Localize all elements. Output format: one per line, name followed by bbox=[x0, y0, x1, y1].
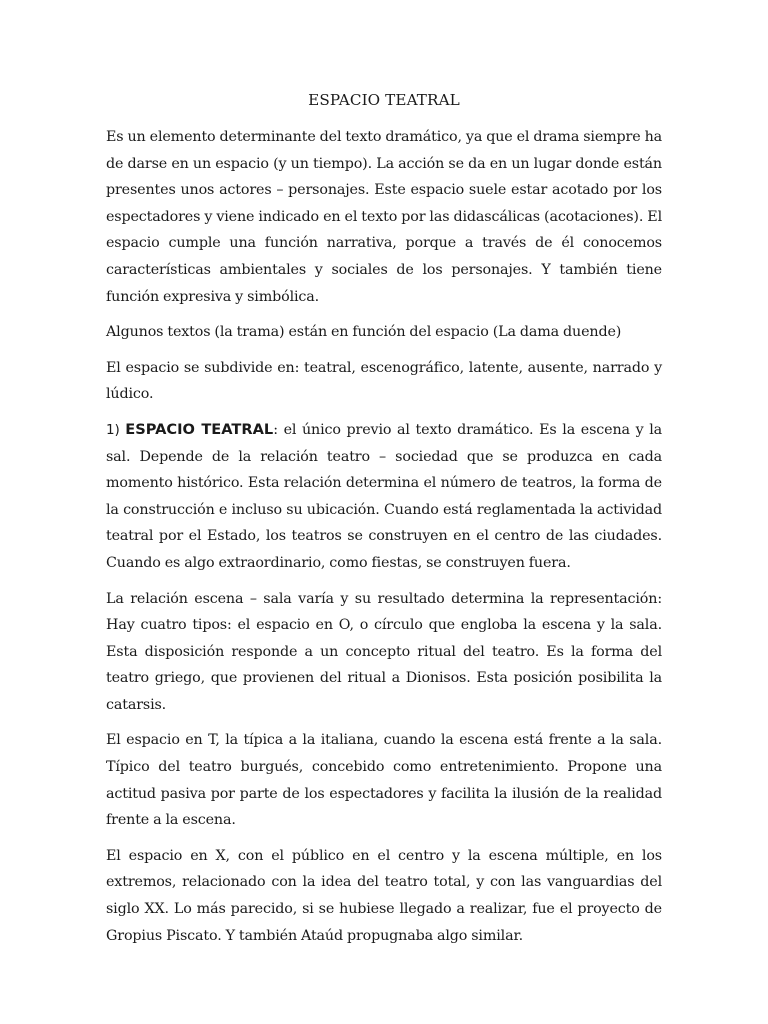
paragraph-trama: Algunos textos (la trama) están en función del espacio (La dama duende) bbox=[106, 324, 622, 341]
paragraph-espacio-t: El espacio en T, la típica a la italiana, cuando la escena está frente a la sala. Típico del teatro burgués, concebido como entretenimiento. Propone una actitud pasiva por parte de los espectadores y facilita la ilusión de la realidad frente a la escena. bbox=[106, 732, 662, 829]
section-number: 1) bbox=[106, 421, 120, 438]
paragraph-relacion: La relación escena – sala varía y su resultado determina la representación: Hay cuatro tipos: el espacio en O, o círculo que engloba la escena y la sala. Esta disposición responde a un concepto ritual del teatro. Es la forma del teatro griego, que provienen del ritual a Dionisos. Esta posición posibilita la catarsis. bbox=[106, 590, 662, 713]
section-text: : el único previo al texto dramático. Es la escena y la sal. Depende de la relación teatro – sociedad que se produzca en cada momento histórico. Esta relación determina el número de teatros, la forma de la construcción e incluso su ubicación. Cuando está reglamentada la actividad teatral por el Estado, los teatros se construyen en el centro de las ciudades. Cuando es algo extraordinario, como fiestas, se construyen fuera. bbox=[106, 421, 662, 571]
paragraph-subdivision: El espacio se subdivide en: teatral, escenográfico, latente, ausente, narrado y lúdico. bbox=[106, 359, 662, 403]
section-heading: ESPACIO TEATRAL bbox=[125, 420, 274, 438]
page-title: ESPACIO TEATRAL bbox=[308, 91, 460, 109]
paragraph-espacio-x: El espacio en X, con el público en el centro y la escena múltiple, en los extremos, relacionado con la idea del teatro total, y con las vanguardias del siglo XX. Lo más parecido, si se hubiese llegado a realizar, fue el proyecto de Gropius Piscato. Y también Ataúd propugnaba algo similar. bbox=[106, 847, 662, 944]
section-espacio-teatral bbox=[106, 417, 662, 577]
paragraph-intro: Es un elemento determinante del texto dramático, ya que el drama siempre ha de darse en un espacio (y un tiempo). La acción se da en un lugar donde están presentes unos actores – personajes. Este espacio suele estar acotado por los espectadores y viene indicado en el texto por las didascálicas (acotaciones). El espacio cumple una función narrativa, porque a través de él conocemos características ambientales y sociales de los personajes. Y también tiene función expresiva y simbólica. bbox=[106, 129, 662, 305]
